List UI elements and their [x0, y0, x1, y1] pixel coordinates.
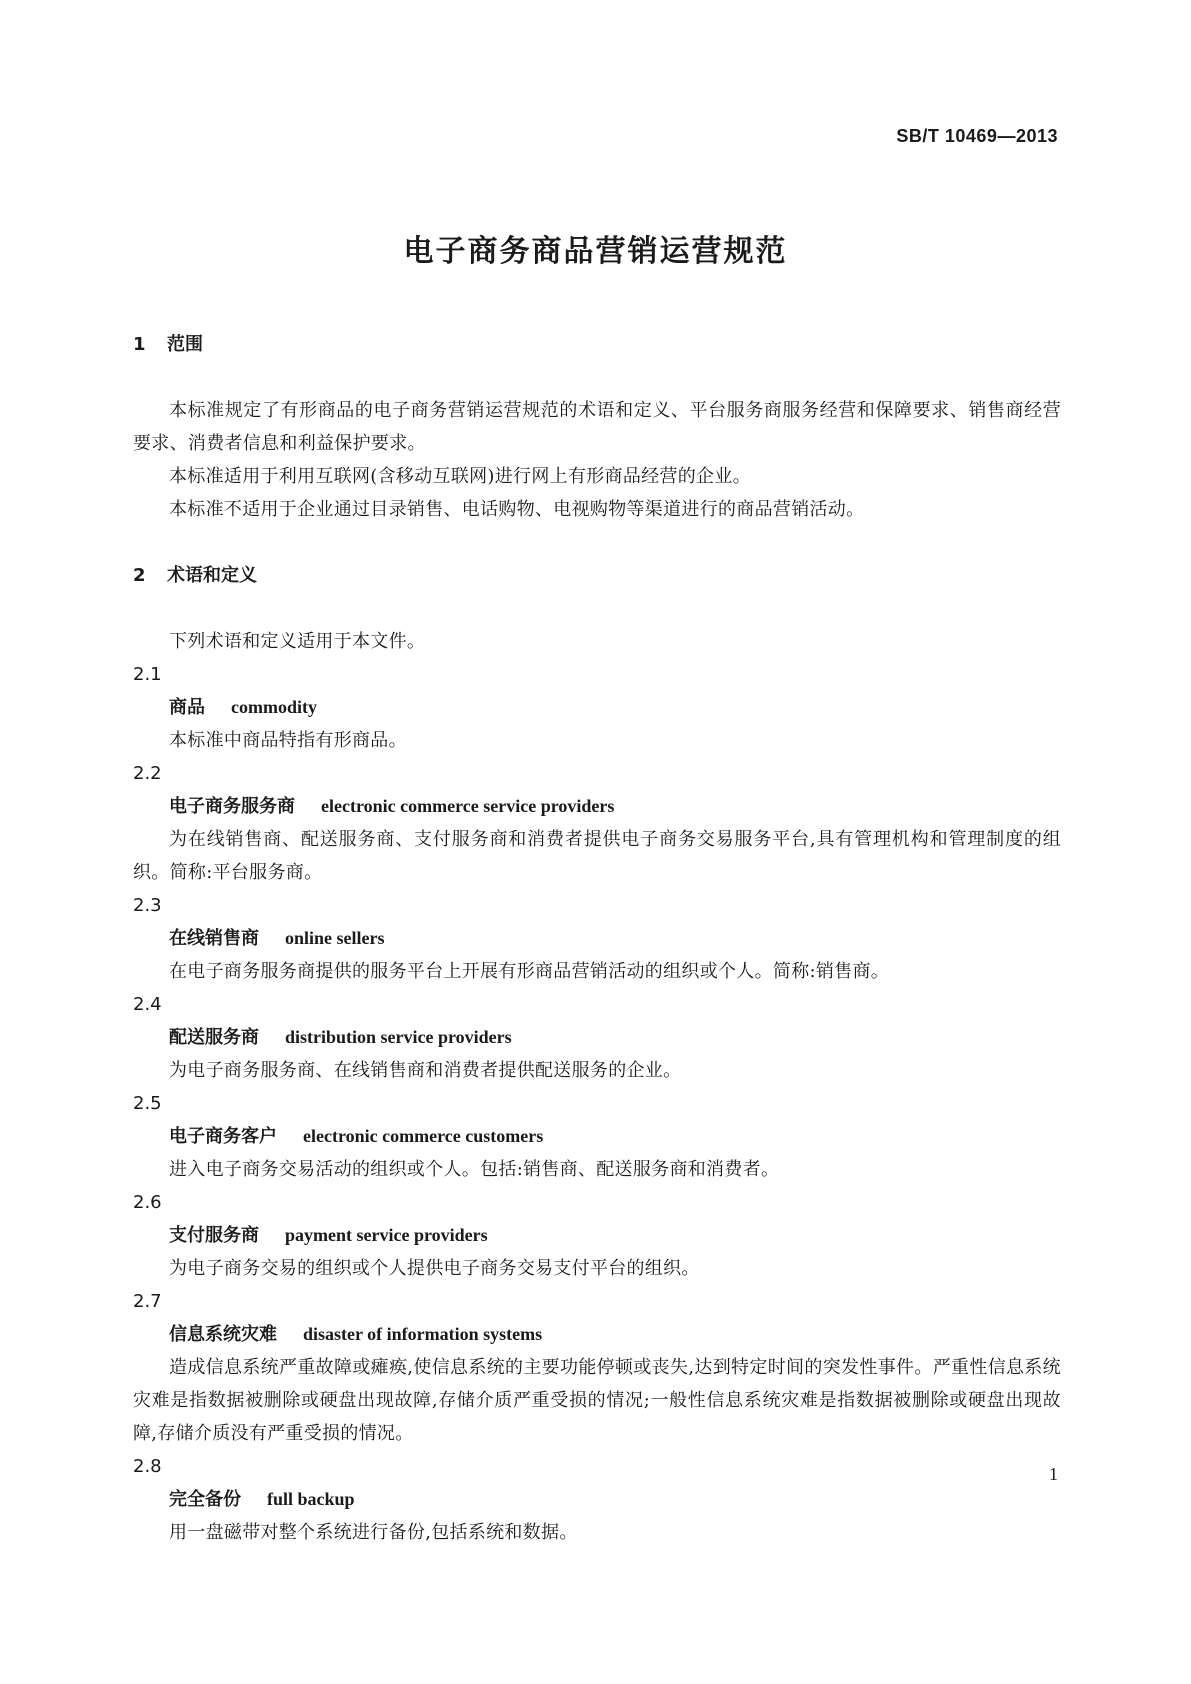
clause-number: 2.7 [133, 1291, 162, 1312]
term-english: payment service providers [285, 1225, 488, 1245]
section-number: 2 [133, 565, 146, 586]
term-entry [133, 1219, 1061, 1252]
term-definition: 为电子商务服务商、在线销售商和消费者提供配送服务的企业。 [169, 1060, 682, 1081]
section-heading-terms [133, 559, 1061, 592]
term-definition: 为在线销售商、配送服务商、支付服务商和消费者提供电子商务交易服务平台,具有管理机构和管理制度的组织。简称:平台服务商。 [133, 829, 1061, 883]
term-entry [133, 1318, 1061, 1351]
term-entry [133, 1120, 1061, 1153]
term-english: commodity [231, 697, 317, 717]
scope-paragraph: 本标准规定了有形商品的电子商务营销运营规范的术语和定义、平台服务商服务经营和保障要求、销售商经营要求、消费者信息和利益保护要求。 [133, 400, 1061, 454]
clause-number: 2.8 [133, 1456, 162, 1477]
term-chinese: 信息系统灾难 [169, 1324, 277, 1345]
term-definition: 为电子商务交易的组织或个人提供电子商务交易支付平台的组织。 [169, 1258, 700, 1279]
term-definition: 造成信息系统严重故障或瘫痪,使信息系统的主要功能停顿或丧失,达到特定时间的突发性事件。严重性信息系统灾难是指数据被删除或硬盘出现故障,存储介质严重受损的情况;一般性信息系统灾难是指数据被删除或硬盘出现故障,存储介质没有严重受损的情况。 [133, 1357, 1061, 1444]
term-entry [133, 922, 1061, 955]
term-chinese: 配送服务商 [169, 1027, 259, 1048]
term-english: electronic commerce customers [303, 1126, 544, 1146]
scope-paragraph: 本标准不适用于企业通过目录销售、电话购物、电视购物等渠道进行的商品营销活动。 [169, 499, 865, 520]
clause-number: 2.6 [133, 1192, 162, 1213]
document-title: 电子商务商品营销运营规范 [403, 234, 788, 269]
term-english: full backup [267, 1489, 355, 1509]
section-title: 术语和定义 [167, 565, 257, 586]
term-chinese: 在线销售商 [169, 928, 259, 949]
clause-number: 2.3 [133, 895, 162, 916]
term-english: online sellers [285, 928, 385, 948]
term-definition: 进入电子商务交易活动的组织或个人。包括:销售商、配送服务商和消费者。 [169, 1159, 780, 1180]
standard-code: SB/T 10469—2013 [896, 126, 1058, 146]
term-chinese: 完全备份 [169, 1489, 241, 1510]
document-body [133, 328, 1061, 1549]
clause-number: 2.4 [133, 994, 162, 1015]
page-number: 1 [1049, 1464, 1058, 1484]
term-chinese: 电子商务服务商 [169, 796, 295, 817]
term-entry [133, 790, 1061, 823]
term-chinese: 电子商务客户 [169, 1126, 277, 1147]
term-english: distribution service providers [285, 1027, 512, 1047]
clause-number: 2.2 [133, 763, 162, 784]
section-heading-scope [133, 328, 1061, 361]
term-definition: 在电子商务服务商提供的服务平台上开展有形商品营销活动的组织或个人。简称:销售商。 [169, 961, 890, 982]
clause-number: 2.1 [133, 664, 162, 685]
clause-number: 2.5 [133, 1093, 162, 1114]
term-entry [133, 1021, 1061, 1054]
section-number: 1 [133, 334, 146, 355]
term-chinese: 商品 [169, 697, 205, 718]
term-definition: 用一盘磁带对整个系统进行备份,包括系统和数据。 [169, 1522, 578, 1543]
section-title: 范围 [167, 334, 203, 355]
term-english: disaster of information systems [303, 1324, 543, 1344]
term-chinese: 支付服务商 [169, 1225, 259, 1246]
term-entry [133, 691, 1061, 724]
scope-paragraph: 本标准适用于利用互联网(含移动互联网)进行网上有形商品经营的企业。 [169, 466, 751, 487]
terms-intro: 下列术语和定义适用于本文件。 [169, 631, 426, 652]
term-entry [133, 1483, 1061, 1516]
term-definition: 本标准中商品特指有形商品。 [169, 730, 407, 751]
term-english: electronic commerce service providers [321, 796, 615, 816]
